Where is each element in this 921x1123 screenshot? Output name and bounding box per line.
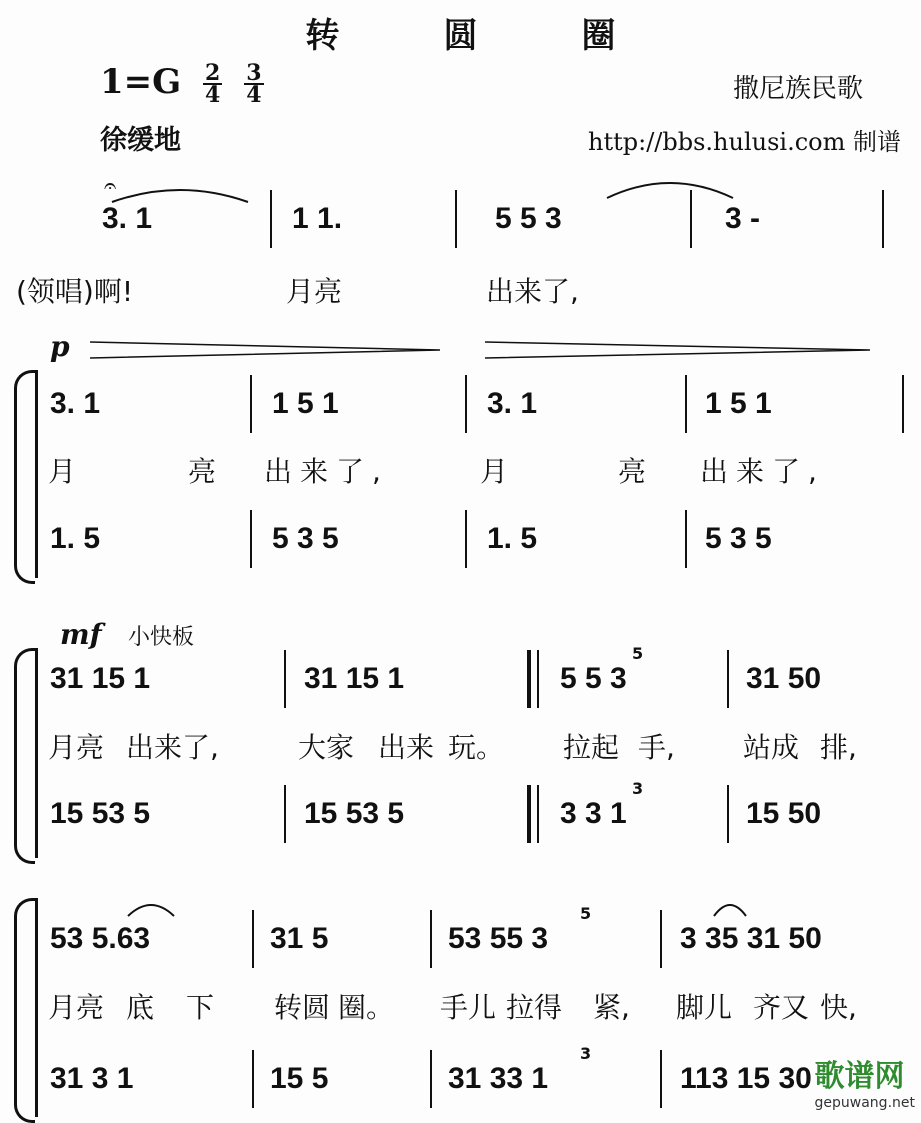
measure: 15 53 5: [50, 797, 151, 830]
repeat-bar-line: [527, 785, 531, 843]
lyric: 拉得: [506, 991, 563, 1024]
brace-line: [35, 370, 38, 578]
bar-line: [690, 190, 692, 248]
lyric: (领唱)啊!: [16, 275, 134, 308]
title-char: 圈: [581, 16, 616, 56]
lyric: 亮: [188, 455, 217, 488]
lyric: 拉起: [563, 731, 620, 764]
lyric: 月亮: [48, 731, 105, 764]
measure: 5 3 5: [705, 522, 772, 555]
time-signature: [203, 60, 222, 108]
lyric: 站成: [743, 731, 800, 764]
lyric: 出来: [378, 731, 435, 764]
lyric: 亮: [618, 455, 647, 488]
lyric: 月亮: [286, 275, 343, 308]
time-top: 2: [205, 60, 221, 86]
lyric: 出来了,: [126, 731, 219, 764]
song-origin: 撒尼族民歌: [732, 74, 863, 104]
measure: 3. 1: [487, 387, 538, 420]
section4-lower: [40, 1044, 900, 1110]
bar-line: [685, 510, 687, 568]
bar-line: [465, 510, 467, 568]
lyric: 圈。: [338, 991, 395, 1024]
bar-line: [465, 375, 467, 433]
section-tempo: 小快板: [128, 625, 195, 650]
measure: 15 53 5: [304, 797, 405, 830]
measure: 1 5 1: [705, 387, 772, 420]
lyric: 手,: [638, 731, 675, 764]
lyric: 出来了,: [700, 455, 825, 488]
song-title: [0, 8, 921, 57]
credit-line: http://bbs.hulusi.com 制谱: [588, 128, 901, 156]
lyric: 紧,: [593, 991, 630, 1024]
section3-lyrics: [48, 726, 908, 766]
dynamic-label: p: [50, 330, 70, 363]
measure: 53 55 3: [448, 922, 549, 955]
measure: 31 5: [270, 922, 329, 955]
bar-line: [430, 1050, 432, 1108]
repeat-bar-line: [537, 785, 539, 843]
section2-upper: [40, 375, 900, 435]
grace-note: 3: [580, 1044, 592, 1063]
brace-line: [35, 648, 38, 858]
measure: 3 3 1: [560, 797, 627, 830]
lyric: 玩。: [448, 731, 505, 764]
measure: 31 15 1: [50, 662, 151, 695]
measure: 1. 5: [50, 522, 101, 555]
measure: 31 50: [746, 662, 822, 695]
intro-notation: [40, 174, 900, 250]
bar-line: [660, 1050, 662, 1108]
brace-icon: [14, 898, 35, 1123]
lyric: 月: [480, 455, 509, 488]
brace-icon: [14, 648, 35, 864]
lyric: 排,: [820, 731, 857, 764]
bar-line: [252, 1050, 254, 1108]
lyric: 手儿: [440, 991, 497, 1024]
bar-line: [250, 375, 252, 433]
fermata-icon: 𝄐: [104, 174, 117, 199]
watermark-text: 歌谱网: [814, 1059, 905, 1094]
lyric: 底: [126, 991, 155, 1024]
slur-icon: [126, 898, 176, 918]
lyric: 月: [48, 455, 77, 488]
bar-line: [284, 650, 286, 708]
lyric: 转圆: [274, 991, 331, 1024]
slur-icon: [712, 898, 748, 918]
measure: 5 5 3: [495, 202, 562, 235]
measure: 53 5.63: [50, 922, 151, 955]
measure: 1 1.: [292, 202, 343, 235]
bar-line: [660, 910, 662, 968]
title-char: 圆: [443, 16, 478, 56]
section2-lower: [40, 510, 900, 570]
measure: 113 15 30: [680, 1062, 812, 1095]
measure: 15 50: [746, 797, 822, 830]
key-label: 1=G: [100, 62, 182, 102]
measure: 31 33 1: [448, 1062, 549, 1095]
measure: 15 5: [270, 1062, 329, 1095]
lyric: 月亮: [48, 991, 105, 1024]
watermark-url: gepuwang.net: [814, 1095, 915, 1111]
title-char: 转: [305, 16, 340, 56]
bar-line: [882, 190, 884, 248]
bar-line: [455, 190, 457, 248]
intro-lyrics: [16, 270, 896, 310]
slur-icon: [605, 176, 735, 200]
bar-line: [250, 510, 252, 568]
key-signature: [100, 60, 264, 108]
watermark-logo: [815, 1051, 915, 1111]
dynamic-marking: [60, 618, 102, 651]
lyric: 齐又: [753, 991, 810, 1024]
bar-line: [252, 910, 254, 968]
measure: 1 5 1: [272, 387, 339, 420]
measure: 31 3 1: [50, 1062, 134, 1095]
repeat-bar-line: [527, 650, 531, 708]
time-signature: [244, 60, 263, 108]
dynamic-marking: [50, 330, 70, 363]
decrescendo-icon: [90, 340, 880, 364]
lyric: 大家: [298, 731, 355, 764]
measure: 3. 1: [102, 202, 153, 235]
section3-lower: [40, 779, 900, 845]
lyric: 出来了,: [486, 275, 579, 308]
tempo-marking: 徐缓地: [100, 125, 181, 156]
grace-note: 5: [632, 644, 644, 663]
measure: 31 15 1: [304, 662, 405, 695]
bar-line: [727, 650, 729, 708]
slur-icon: [110, 184, 250, 204]
grace-note: 5: [580, 904, 592, 923]
grace-note: 3: [632, 779, 644, 798]
measure: 3 -: [725, 202, 761, 235]
section4-upper: [40, 904, 900, 970]
brace-icon: [14, 370, 35, 584]
lyric: 脚儿: [676, 991, 733, 1024]
time-bottom: 4: [205, 82, 221, 108]
measure: 5 5 3: [560, 662, 627, 695]
time-bottom: 4: [246, 82, 262, 108]
bar-line: [270, 190, 272, 248]
bar-line: [902, 375, 904, 433]
section2-lyrics: [48, 450, 908, 490]
repeat-bar-line: [537, 650, 539, 708]
section4-lyrics: [48, 986, 908, 1026]
bar-line: [727, 785, 729, 843]
measure: 3. 1: [50, 387, 101, 420]
measure: 1. 5: [487, 522, 538, 555]
bar-line: [685, 375, 687, 433]
brace-line: [35, 898, 38, 1117]
lyric: 下: [186, 991, 215, 1024]
lyric: 快,: [820, 991, 857, 1024]
measure: 5 3 5: [272, 522, 339, 555]
measure: 3 35 31 50: [680, 922, 822, 955]
bar-line: [430, 910, 432, 968]
bar-line: [284, 785, 286, 843]
section3-upper: [40, 644, 900, 710]
lyric: 出来了,: [264, 455, 389, 488]
time-top: 3: [246, 60, 262, 86]
dynamic-label: mf: [60, 618, 102, 651]
